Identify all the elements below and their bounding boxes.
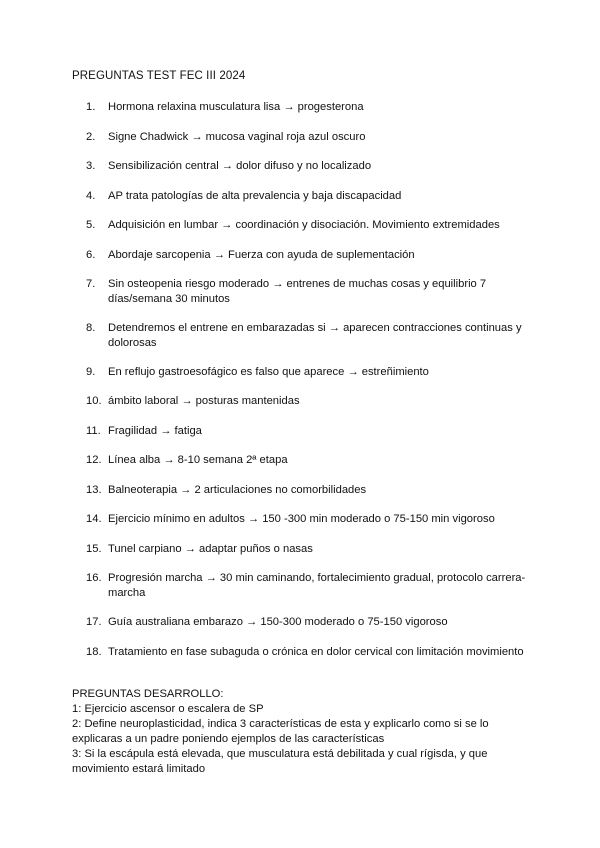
question-number: 18.	[86, 646, 102, 658]
question-text: Línea alba → 8-10 semana 2ª etapa	[108, 454, 288, 466]
question-text: Detendremos el entrene en embarazadas si → aparecen contracciones continuas y dolorosas	[108, 322, 522, 349]
question-text: Sin osteopenia riesgo moderado → entrenes de muchas cosas y equilibrio 7 días/semana 30 minutos	[108, 278, 487, 305]
question-text: Adquisición en lumbar → coordinación y disociación. Movimiento extremidades	[108, 219, 500, 231]
question-number: 2.	[86, 131, 96, 143]
question-number: 1.	[86, 101, 96, 113]
question-number: 17.	[86, 616, 102, 628]
question-number: 5.	[86, 219, 96, 231]
development-item: 2: Define neuroplasticidad, indica 3 características de esta y explicarlo como si se lo explicaras a un padre poniendo ejemplos de las características	[72, 718, 489, 745]
question-text: Tratamiento en fase subaguda o crónica en dolor cervical con limitación movimiento	[108, 646, 524, 658]
question-number: 11.	[86, 425, 101, 437]
question-text: Progresión marcha → 30 min caminando, fortalecimiento gradual, protocolo carrera-marcha	[108, 572, 526, 599]
question-number: 15.	[86, 543, 102, 555]
question-text: Signe Chadwick → mucosa vaginal roja azul oscuro	[108, 131, 366, 143]
question-text: Tunel carpiano → adaptar puños o nasas	[108, 543, 313, 555]
question-number: 7.	[86, 278, 96, 290]
document-title: PREGUNTAS TEST FEC III 2024	[72, 70, 246, 82]
question-text: Ejercicio mínimo en adultos → 150 -300 min moderado o 75-150 min vigoroso	[108, 513, 495, 525]
question-text: Abordaje sarcopenia → Fuerza con ayuda de suplementación	[108, 249, 415, 261]
development-item: 3: Si la escápula está elevada, que musculatura está debilitada y cual rígisda, y que movimiento estará limitado	[72, 748, 488, 775]
question-text: En reflujo gastroesofágico es falso que aparece → estreñimiento	[108, 366, 429, 378]
question-text: Hormona relaxina musculatura lisa → progesterona	[108, 101, 364, 113]
question-number: 14.	[86, 513, 102, 525]
question-number: 16.	[86, 572, 102, 584]
question-text: Sensibilización central → dolor difuso y no localizado	[108, 160, 372, 172]
question-number: 12.	[86, 454, 102, 466]
development-item: 1: Ejercicio ascensor o escalera de SP	[72, 703, 264, 715]
question-text: Fragilidad → fatiga	[108, 425, 202, 437]
question-text: Guía australiana embarazo → 150-300 moderado o 75-150 vigoroso	[108, 616, 448, 628]
question-number: 6.	[86, 249, 96, 261]
question-number: 8.	[86, 322, 96, 334]
question-number: 3.	[86, 160, 96, 172]
question-number: 4.	[86, 190, 96, 202]
question-text: AP trata patologías de alta prevalencia y baja discapacidad	[108, 190, 402, 202]
development-section	[72, 687, 542, 777]
question-number: 10.	[86, 395, 102, 407]
question-text: Balneoterapia → 2 articulaciones no comorbilidades	[108, 484, 367, 496]
question-text: ámbito laboral → posturas mantenidas	[108, 395, 300, 407]
question-number: 13.	[86, 484, 102, 496]
development-heading: PREGUNTAS DESARROLLO:	[72, 688, 224, 700]
question-number: 9.	[86, 366, 96, 378]
